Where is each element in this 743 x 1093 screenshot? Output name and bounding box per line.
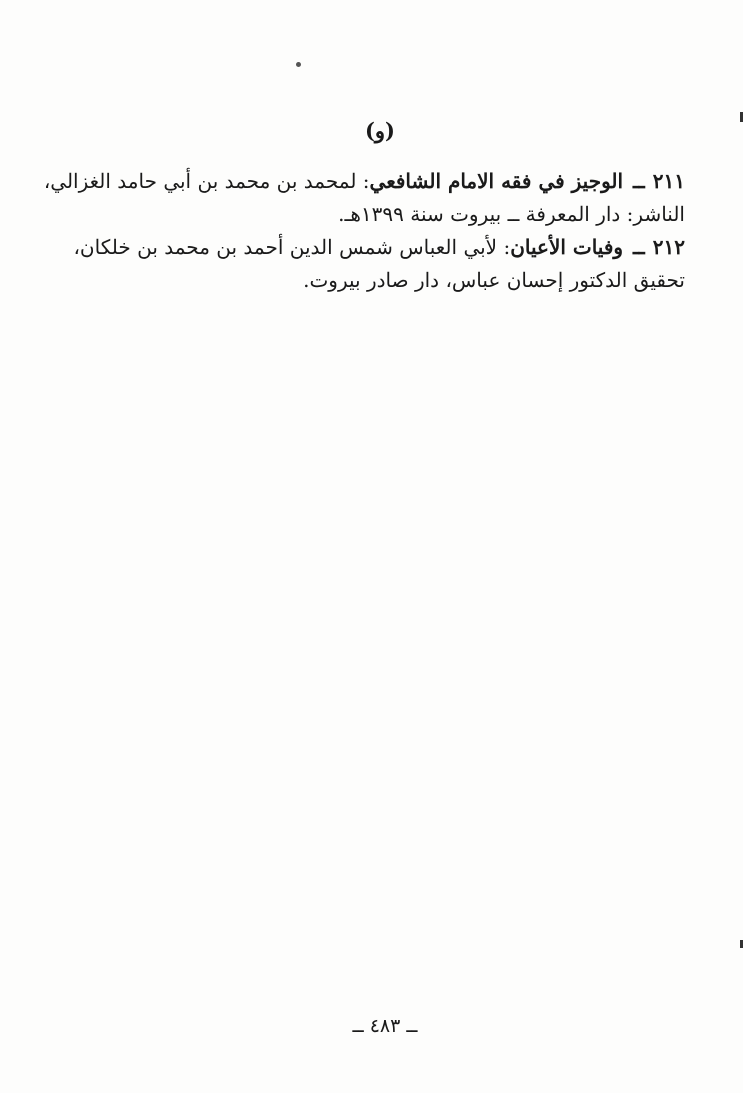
entry-publisher: تحقيق الدكتور إحسان عباس، دار صادر بيروت. — [303, 268, 685, 292]
entry-first-line — [60, 231, 685, 264]
entry-title: وفيات الأعيان — [510, 235, 624, 259]
entry-author: : لمحمد بن محمد بن أبي حامد الغزالي، — [43, 169, 370, 193]
page-number: ــ ٤٨٣ ــ — [352, 1015, 418, 1037]
entry-dash: ــ — [633, 169, 645, 193]
bibliography-list — [43, 165, 685, 297]
entry-first-line — [43, 165, 685, 198]
entry-number: ٢١١ — [652, 169, 685, 193]
section-heading: (و) — [364, 118, 395, 143]
bibliography-entry — [60, 231, 685, 297]
entry-number: ٢١٢ — [652, 235, 685, 259]
entry-dash: ــ — [633, 235, 645, 259]
entry-publisher: الناشر: دار المعرفة ــ بيروت سنة ١٣٩٩هـ. — [338, 202, 685, 226]
scan-speck — [296, 62, 301, 67]
bibliography-entry — [43, 165, 685, 231]
entry-author: : لأبي العباس شمس الدين أحمد بن محمد بن خلكان، — [73, 235, 511, 259]
entry-title: الوجيز في فقه الامام الشافعي — [369, 169, 624, 193]
